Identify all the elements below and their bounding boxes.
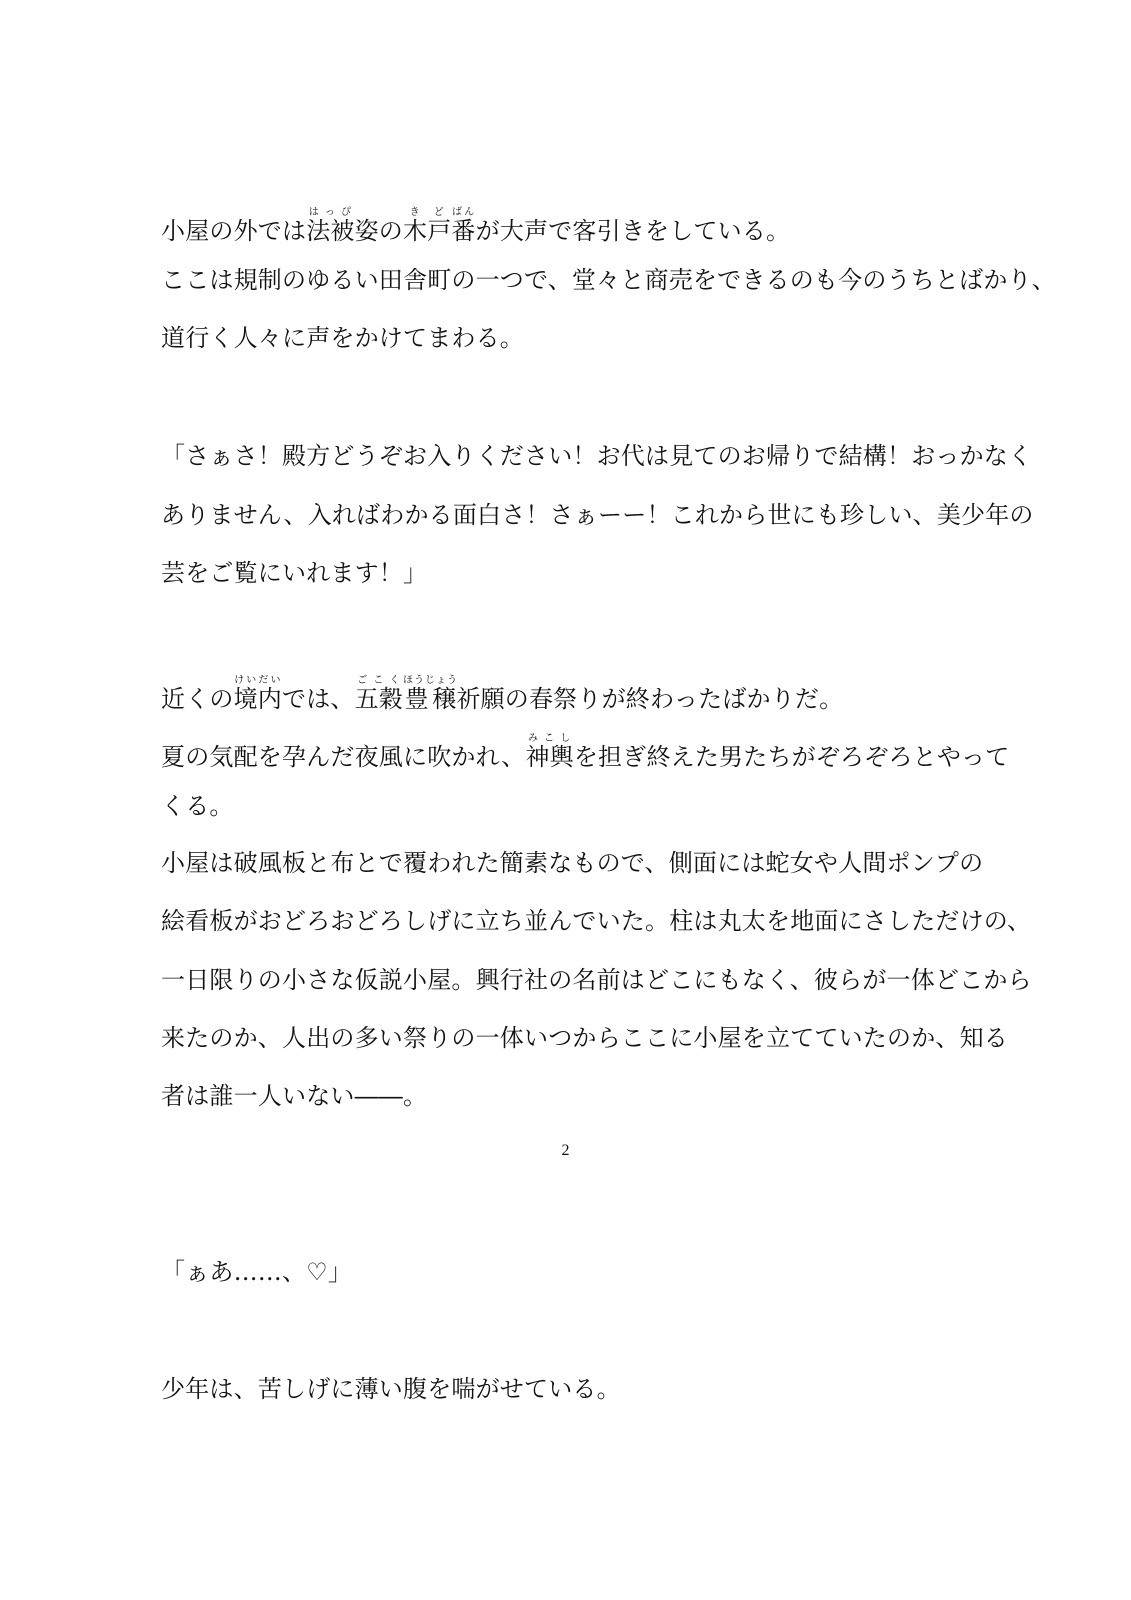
- text-run: が大声で客引きをしている。: [475, 217, 791, 245]
- paragraph-line: 道行く人々に声をかけてまわる。: [161, 324, 524, 352]
- paragraph-line: [161, 207, 981, 246]
- text-run: 小屋の外では: [161, 217, 307, 245]
- ruby-text: 五穀ごこく: [354, 675, 404, 713]
- text-run: を担ぎ終えた男たちがぞろぞろとやって: [573, 743, 1010, 771]
- paragraph-line: 少年は、苦しげに薄い腹を喘がせている。: [161, 1375, 621, 1403]
- paragraph-line: 来たのか、人出の多い祭りの一体いつからここに小屋を立てていたのか、知る: [161, 1024, 1008, 1052]
- text-run: 夏の気配を孕んだ夜風に吹かれ、: [161, 743, 526, 771]
- dialogue-line: 「ぁあ……、♡」: [161, 1258, 353, 1286]
- paragraph-line: 絵看板がおどろおどろしげに立ち並んでいた。柱は丸太を地面にさしただけの、: [161, 907, 1032, 935]
- paragraph-line: [161, 733, 1010, 772]
- paragraph-line: [161, 675, 981, 714]
- dialogue-line: 芸をご覧にいれます！」: [161, 559, 428, 587]
- text-run: 姿の: [354, 217, 404, 245]
- text-run: 近くの: [161, 685, 234, 713]
- paragraph-line: くる。: [161, 792, 234, 820]
- dialogue-line: 「さぁさ！殿方どうぞお入りください！お代は見てのお帰りで結構！おっかなく: [161, 442, 1033, 470]
- ruby-text: 豊穣ほうじょう: [403, 675, 459, 713]
- page-number: 2: [561, 1142, 570, 1159]
- paragraph-line: 一日限りの小さな仮説小屋。興行社の名前はどこにもなく、彼らが一体どこから: [161, 966, 1032, 994]
- paragraph-line: 小屋は破風板と布とで覆われた簡素なもので、側面には蛇女や人間ポンプの: [161, 849, 984, 877]
- paragraph-line: ここは規制のゆるい田舎町の一つで、堂々と商売をできるのも今のうちとばかり、: [161, 266, 1056, 294]
- ruby-text: 神輿みこし: [525, 733, 574, 771]
- ruby-text: 法被はっぴ: [306, 207, 355, 245]
- text-run: では、: [282, 685, 355, 713]
- dialogue-line: ありません、入ればわかる面白さ！さぁーー！これから世にも珍しい、美少年の: [161, 501, 1034, 529]
- ruby-text: 木戸きど: [403, 207, 452, 245]
- text-run: 祈願の春祭りが終わったばかりだ。: [456, 685, 844, 713]
- ruby-text: 番ばん: [451, 207, 476, 245]
- paragraph-line: 者は誰一人いない――。: [161, 1082, 428, 1110]
- ruby-text: 境内けいだい: [233, 675, 283, 713]
